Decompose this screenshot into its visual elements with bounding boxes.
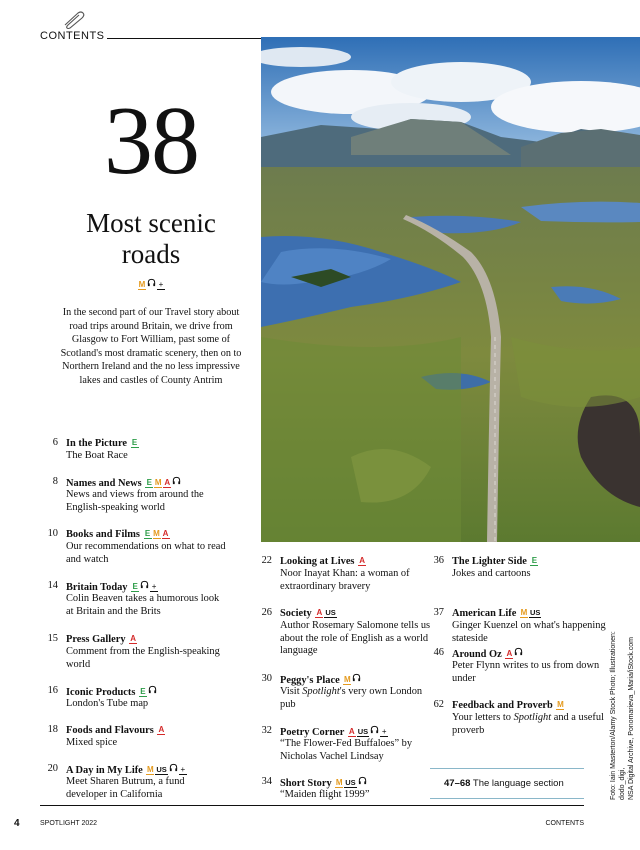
- plus-icon: +: [381, 727, 387, 736]
- toc-page-number: 16: [47, 685, 58, 696]
- feature-title-line1: Most scenic: [86, 208, 216, 238]
- toc-page-number: 22: [261, 555, 272, 566]
- toc-entry[interactable]: [44, 437, 234, 481]
- level-badge-m: M: [138, 280, 146, 289]
- level-badge-m: M: [147, 765, 154, 774]
- toc-page-number: 20: [47, 763, 58, 774]
- toc-title: [66, 528, 170, 542]
- toc-description: Ginger Kuenzel on what's happening stateside: [452, 620, 606, 644]
- headphones-icon: [358, 776, 367, 787]
- toc-page-number: 30: [261, 673, 272, 684]
- headphones-icon: [169, 763, 178, 774]
- toc-page-number: 26: [261, 607, 272, 618]
- level-badge-m: M: [557, 700, 564, 709]
- toc-description: London's Tube map: [66, 698, 149, 709]
- level-badge-us: US: [325, 608, 336, 617]
- photo-credit-line1: Foto: Iain Masterton/Alamy Stock Photo; Illustrationen: dodo_digi,: [610, 631, 626, 800]
- toc-entry[interactable]: [258, 725, 448, 769]
- level-badge-m: M: [520, 608, 528, 617]
- toc-entry[interactable]: [258, 555, 448, 599]
- toc-entry[interactable]: [430, 647, 620, 691]
- headphones-icon: [147, 278, 156, 289]
- toc-title-text: Society: [280, 608, 315, 619]
- photo-credit: [609, 600, 636, 800]
- paperclip-icon: [60, 10, 86, 30]
- toc-title-text: Feedback and Proverb: [452, 700, 556, 711]
- plus-icon: +: [151, 582, 157, 591]
- feature-number: 38: [104, 87, 198, 195]
- footer-section: CONTENTS: [545, 820, 584, 827]
- toc-page-number: 10: [47, 528, 58, 539]
- magazine-name: Spotlight: [513, 712, 552, 723]
- footer-rule: [40, 805, 584, 806]
- toc-title-text: Around Oz: [452, 649, 505, 660]
- toc-description: Meet Sharen Butrum, a fund developer in California: [66, 776, 185, 800]
- headphones-icon: [352, 673, 361, 684]
- level-badge-e: E: [144, 529, 151, 538]
- headphones-icon: [148, 685, 157, 696]
- toc-page-number: 36: [433, 555, 444, 566]
- toc-entry[interactable]: [258, 673, 448, 717]
- toc-entry[interactable]: [44, 528, 234, 572]
- level-badge-e: E: [140, 687, 146, 696]
- toc-entry[interactable]: [430, 607, 620, 651]
- feature-title[interactable]: [40, 208, 262, 270]
- toc-entry[interactable]: [44, 580, 234, 624]
- level-badge-m: M: [343, 675, 351, 684]
- level-badge-a: A: [164, 478, 171, 487]
- headphones-icon: [140, 580, 149, 591]
- toc-title-text: Iconic Products: [66, 687, 138, 698]
- toc-title-text: Books and Films: [66, 529, 143, 540]
- feature-level-badges: [40, 275, 262, 293]
- toc-page-number: 37: [433, 607, 444, 618]
- toc-description: Peter Flynn writes to us from down under: [452, 660, 600, 684]
- language-section-box[interactable]: [430, 768, 584, 799]
- level-badge-a: A: [130, 634, 137, 643]
- toc-page-number: 15: [47, 633, 58, 644]
- toc-entry[interactable]: [430, 555, 620, 599]
- toc-description: Your letters to Spotlight and a useful proverb: [452, 712, 604, 736]
- feature-title-line2: roads: [121, 239, 181, 269]
- level-badge-us: US: [357, 727, 369, 736]
- toc-description: Author Rosemary Salomone tells us about the role of English as a world language: [280, 620, 431, 657]
- scenic-road-photo: [261, 37, 640, 542]
- level-badge-e: E: [131, 438, 138, 447]
- level-badge-m: M: [153, 529, 160, 538]
- toc-title-text: Foods and Flavours: [66, 725, 157, 736]
- toc-entry[interactable]: [258, 776, 448, 820]
- toc-entry[interactable]: [44, 633, 234, 677]
- language-section-label: The language section: [472, 778, 564, 789]
- toc-description: The Boat Race: [66, 450, 128, 461]
- level-badge-m: M: [335, 778, 343, 787]
- toc-entry[interactable]: [430, 699, 620, 743]
- level-badge-e: E: [531, 556, 538, 565]
- toc-title-text: Looking at Lives: [280, 556, 358, 567]
- toc-title-text: The Lighter Side: [452, 556, 530, 567]
- toc-description: “The Flower-Fed Buffaloes” by Nicholas Vachel Lindsay: [280, 738, 413, 762]
- headphones-icon: [172, 476, 181, 487]
- plus-icon: +: [180, 765, 186, 774]
- toc-description: “Maiden flight 1999”: [280, 789, 370, 800]
- toc-page-number: 34: [261, 776, 272, 787]
- level-badge-a: A: [162, 529, 169, 538]
- toc-title: [452, 555, 538, 569]
- toc-description: Colin Beaven takes a humorous look at Britain and the Brits: [66, 593, 220, 617]
- headphones-icon: [514, 647, 523, 658]
- feature-intro: In the second part of our Travel story about road trips around Britain, we drive from Glasgow to Fort William, past some of Scotland's most dramatic scenery, then on to Northern Ireland and the no less impressive lakes and castles of County Antrim: [60, 307, 242, 386]
- toc-title-text: Short Story: [280, 778, 335, 789]
- toc-entry[interactable]: [44, 685, 234, 729]
- toc-title-text: A Day in My Life: [66, 765, 146, 776]
- headphones-icon: [370, 725, 379, 736]
- magazine-name: Spotlight: [302, 686, 340, 697]
- toc-page-number: 8: [52, 476, 58, 487]
- level-badge-a: A: [506, 649, 513, 658]
- level-badge-a: A: [316, 608, 323, 617]
- toc-title: [280, 555, 366, 569]
- toc-title-text: In the Picture: [66, 438, 130, 449]
- toc-title-text: Peggy's Place: [280, 675, 343, 686]
- contents-header: [40, 28, 262, 46]
- section-label: CONTENTS: [40, 30, 105, 42]
- level-badge-a: A: [158, 725, 165, 734]
- toc-description: Mixed spice: [66, 737, 118, 748]
- level-badge-a: A: [348, 727, 355, 736]
- toc-description: Noor Inayat Khan: a woman of extraordinary bravery: [280, 568, 410, 592]
- toc-title-text: Britain Today: [66, 582, 131, 593]
- level-badge-m: M: [154, 478, 162, 487]
- toc-title: [66, 724, 165, 738]
- toc-title-text: American Life: [452, 608, 519, 619]
- toc-title-text: Press Gallery: [66, 634, 129, 645]
- level-badge-us: US: [529, 608, 541, 617]
- toc-description: Our recommendations on what to read and watch: [66, 541, 226, 565]
- toc-page-number: 62: [433, 699, 444, 710]
- level-badge-a: A: [359, 556, 365, 565]
- toc-page-number: 46: [433, 647, 444, 658]
- toc-page-number: 18: [47, 724, 58, 735]
- toc-page-number: 32: [261, 725, 272, 736]
- toc-entry[interactable]: [44, 476, 234, 520]
- footer-magazine: SPOTLIGHT 2022: [40, 820, 98, 827]
- toc-title-text: Poetry Corner: [280, 727, 347, 738]
- page-number: 4: [14, 818, 20, 829]
- toc-title: [66, 633, 137, 647]
- toc-description: Comment from the English-speaking world: [66, 646, 220, 670]
- toc-entry[interactable]: [44, 763, 234, 807]
- toc-title: [66, 437, 139, 451]
- toc-description: Visit Spotlight's very own London pub: [280, 686, 423, 710]
- photo-credit-line2: NSA Digital Archive, Ponomarieva_Maria/iStock.com: [628, 636, 635, 800]
- level-badge-e: E: [146, 478, 152, 487]
- plus-icon: +: [158, 280, 164, 289]
- toc-entry[interactable]: [44, 724, 234, 768]
- language-section-pages: 47–68: [444, 778, 471, 789]
- toc-title-text: Names and News: [66, 478, 145, 489]
- toc-page-number: 14: [47, 580, 58, 591]
- toc-page-number: 6: [52, 437, 58, 448]
- level-badge-us: US: [156, 765, 167, 774]
- toc-description: News and views from around the English-speaking world: [66, 489, 204, 513]
- toc-description: Jokes and cartoons: [452, 568, 531, 579]
- toc-title: [280, 607, 337, 621]
- toc-title: [452, 699, 564, 713]
- level-badge-e: E: [132, 582, 138, 591]
- toc-title: [452, 607, 541, 621]
- header-rule: [107, 38, 262, 39]
- level-badge-us: US: [345, 778, 356, 787]
